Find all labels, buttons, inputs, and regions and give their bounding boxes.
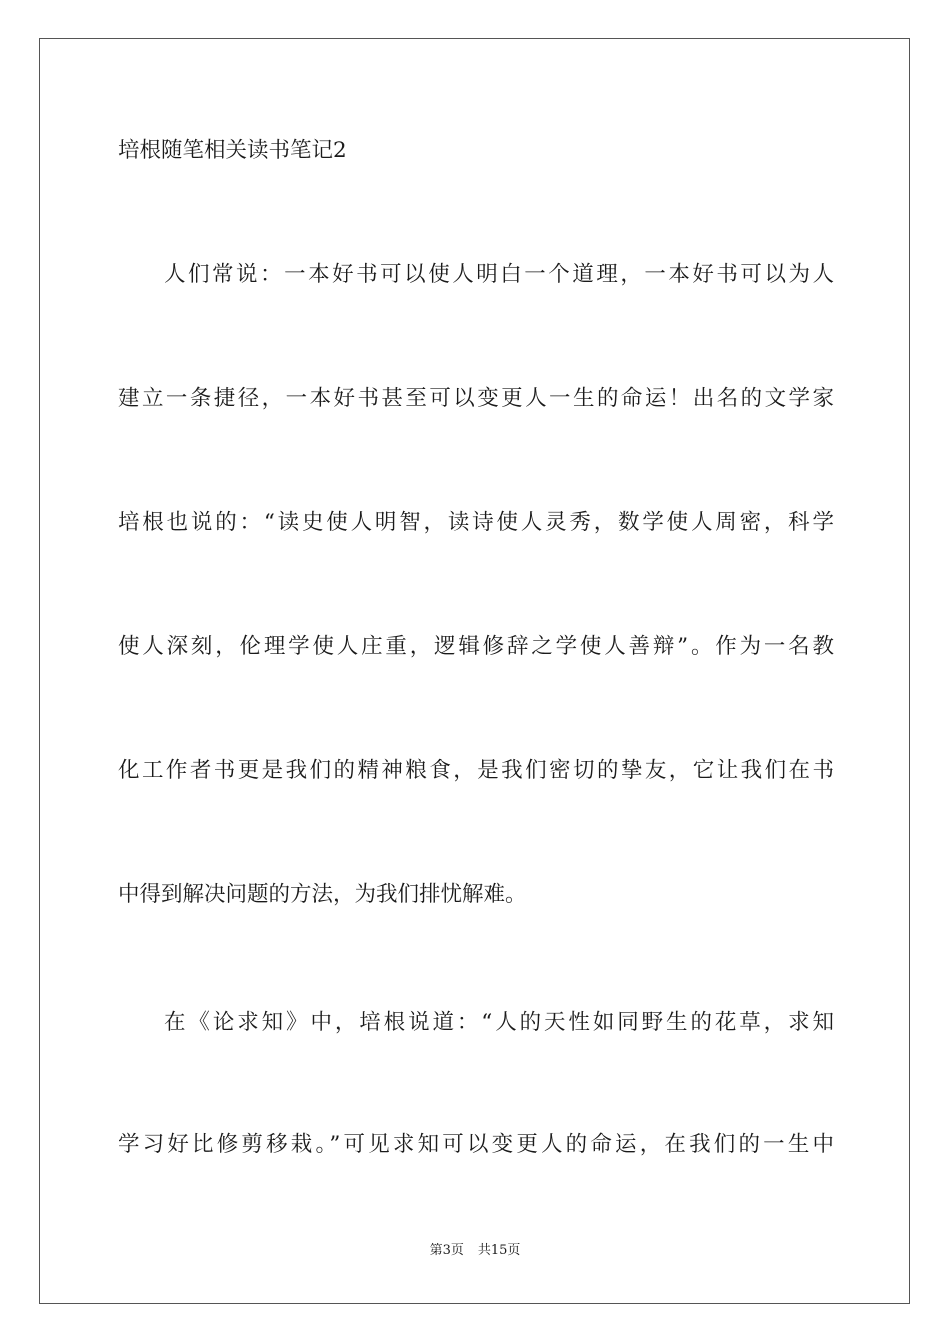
paragraph-1-line-5: 化工作者书更是我们的精神粮食，是我们密切的挚友，它让我们在书	[118, 758, 834, 783]
paragraph-1-line-3: 培根也说的：“读史使人明智，读诗使人灵秀，数学使人周密，科学	[118, 510, 834, 535]
paragraph-1-line-2: 建立一条捷径，一本好书甚至可以变更人一生的命运！出名的文学家	[118, 386, 834, 411]
page-border	[39, 38, 910, 1304]
page-number: 第3页	[429, 1243, 464, 1258]
paragraph-1-line-1: 人们常说：一本好书可以使人明白一个道理，一本好书可以为人	[164, 262, 834, 287]
page-total: 共15页	[477, 1243, 521, 1258]
paragraph-2-line-2: 学习好比修剪移栽。”可见求知可以变更人的命运，在我们的一生中	[118, 1132, 834, 1157]
paragraph-2-line-1: 在《论求知》中，培根说道：“人的天性如同野生的花草，求知	[164, 1010, 834, 1035]
paragraph-1-line-4: 使人深刻，伦理学使人庄重，逻辑修辞之学使人善辩”。作为一名教	[118, 634, 834, 659]
document-title: 培根随笔相关读书笔记2	[118, 138, 347, 163]
page-footer	[0, 1242, 950, 1260]
paragraph-1-line-6: 中得到解决问题的方法，为我们排忧解难。	[118, 882, 527, 907]
